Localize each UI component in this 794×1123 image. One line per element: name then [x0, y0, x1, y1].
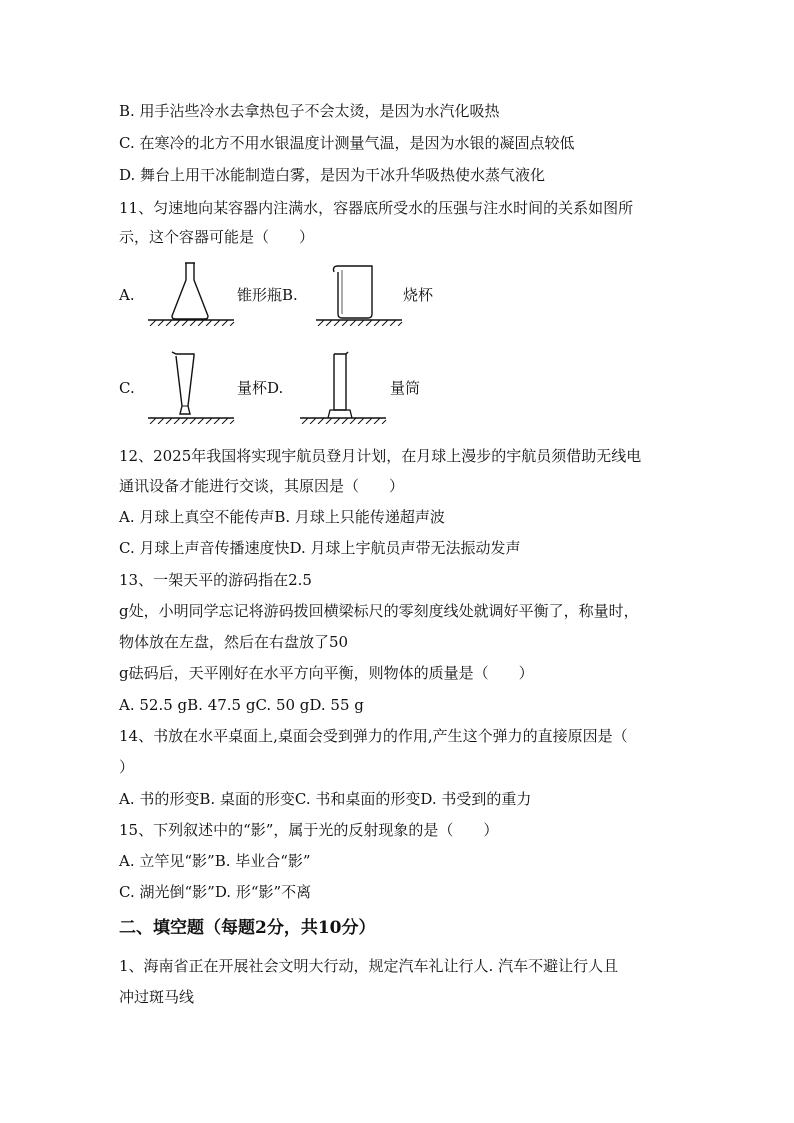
fill-question-1-line-2: 冲过斑马线	[119, 988, 195, 1006]
question-12-options-cd: C. 月球上声音传播速度快D. 月球上宇航员声带无法振动发声	[119, 539, 521, 557]
q11-option-b-label: 烧杯	[403, 286, 434, 304]
fill-question-1-line-1: 1、海南省正在开展社会文明大行动，规定汽车礼让行人. 汽车不避让行人且	[119, 957, 619, 975]
q11-option-a-letter: A.	[119, 286, 135, 304]
question-13-line-1: 13、一架天平的游码指在2.5	[119, 571, 312, 589]
option-c-text: C. 在寒冷的北方不用水银温度计测量气温，是因为水银的凝固点较低	[119, 134, 575, 152]
question-14-line-2: ）	[119, 758, 135, 776]
question-12-options-ab: A. 月球上真空不能传声B. 月球上只能传递超声波	[119, 508, 445, 526]
question-15-options-ab: A. 立竿见“影”B. 毕业合“影”	[119, 852, 311, 870]
q11-option-d-label: 量筒	[390, 379, 421, 397]
option-d-text: D. 舞台上用干冰能制造白雾，是因为干冰升华吸热使水蒸气液化	[119, 166, 546, 184]
q11-option-c-letter: C.	[119, 379, 135, 397]
q11-option-a-label: 锥形瓶B.	[237, 286, 298, 304]
question-14-line-1: 14、书放在水平桌面上,桌面会受到弹力的作用,产生这个弹力的直接原因是（	[119, 727, 628, 745]
q11-option-c-label: 量杯D.	[237, 379, 284, 397]
question-13-options: A. 52.5 gB. 47.5 gC. 50 gD. 55 g	[119, 696, 364, 714]
question-12-line-2: 通讯设备才能进行交谈，其原因是（ ）	[119, 477, 405, 495]
question-13-line-2: g处，小明同学忘记将游码拨回横梁标尺的零刻度线处就调好平衡了，称量时，	[119, 602, 639, 620]
question-13-line-4: g砝码后，天平刚好在水平方向平衡，则物体的质量是（ ）	[119, 664, 534, 682]
question-15-line-1: 15、下列叙述中的“影”，属于光的反射现象的是（ ）	[119, 821, 499, 839]
question-15-options-cd: C. 湖光倒“影”D. 形“影”不离	[119, 883, 312, 901]
graduated-cylinder-figure	[296, 348, 388, 424]
conical-flask-figure	[144, 258, 236, 326]
question-11-line-2: 示，这个容器可能是（ ）	[119, 228, 315, 246]
section-heading: 二、填空题（每题2分，共10分）	[119, 918, 376, 938]
beaker-figure	[312, 262, 404, 326]
question-14-options: A. 书的形变B. 桌面的形变C. 书和桌面的形变D. 书受到的重力	[119, 790, 532, 808]
measuring-cup-figure	[144, 348, 236, 424]
question-12-line-1: 12、2025年我国将实现宇航员登月计划，在月球上漫步的宇航员须借助无线电	[119, 447, 642, 465]
question-13-line-3: 物体放在左盘，然后在右盘放了50	[119, 633, 349, 651]
option-b-text: B. 用手沾些冷水去拿热包子不会太烫，是因为水汽化吸热	[119, 102, 500, 120]
question-11-line-1: 11、匀速地向某容器内注满水，容器底所受水的压强与注水时间的关系如图所	[119, 199, 634, 217]
